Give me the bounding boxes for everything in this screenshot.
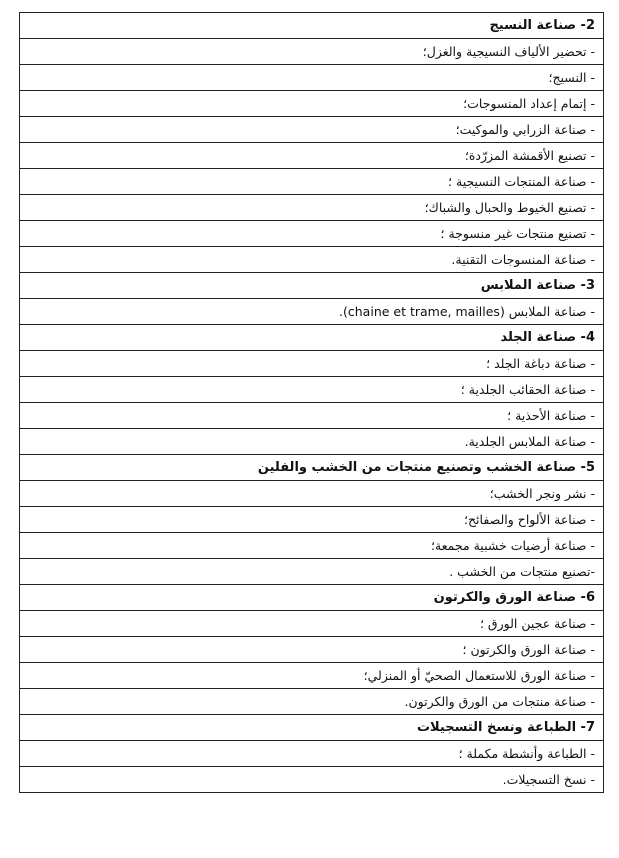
section-heading: 2- صناعة النسيج [20, 13, 603, 39]
list-item: - صناعة الأحذية ؛ [20, 403, 603, 429]
list-item: - الطباعة وأنشطة مكملة ؛ [20, 741, 603, 767]
list-item: - تصنيع منتجات غير منسوجة ؛ [20, 221, 603, 247]
list-item: -تصنيع منتجات من الخشب . [20, 559, 603, 585]
list-item: - صناعة الملابس الجلدية. [20, 429, 603, 455]
section-heading: 4- صناعة الجلد [20, 325, 603, 351]
list-item: - إتمام إعداد المنسوجات؛ [20, 91, 603, 117]
list-item: - صناعة الحقائب الجلدية ؛ [20, 377, 603, 403]
list-item: - نشر ونجر الخشب؛ [20, 481, 603, 507]
section-heading: 7- الطباعة ونسخ التسجيلات [20, 715, 603, 741]
list-item: - تصنيع الأقمشة المزرّدة؛ [20, 143, 603, 169]
section-heading: 6- صناعة الورق والكرتون [20, 585, 603, 611]
list-item: - تصنيع الخيوط والحبال والشباك؛ [20, 195, 603, 221]
list-item: - تحضير الألياف النسيجية والغزل؛ [20, 39, 603, 65]
list-item: - صناعة الورق للاستعمال الصحيّ أو المنزلي؛ [20, 663, 603, 689]
list-item: - صناعة دباغة الجلد ؛ [20, 351, 603, 377]
list-item: - صناعة الورق والكرتون ؛ [20, 637, 603, 663]
list-item: - صناعة الزرابي والموكيت؛ [20, 117, 603, 143]
list-item: - صناعة أرضيات خشبية مجمعة؛ [20, 533, 603, 559]
section-heading: 5- صناعة الخشب وتصنيع منتجات من الخشب والفلين [20, 455, 603, 481]
list-item: - نسخ التسجيلات. [20, 767, 603, 793]
list-item: - صناعة المنتجات النسيجية ؛ [20, 169, 603, 195]
list-item: - صناعة عجين الورق ؛ [20, 611, 603, 637]
list-item: - صناعة الملابس (chaine et trame, mailles). [20, 299, 603, 325]
section-heading: 3- صناعة الملابس [20, 273, 603, 299]
activity-table [19, 12, 604, 793]
list-item: - صناعة منتجات من الورق والكرتون. [20, 689, 603, 715]
list-item: - النسيج؛ [20, 65, 603, 91]
list-item: - صناعة المنسوجات التقنية. [20, 247, 603, 273]
list-item: - صناعة الألواح والصفائح؛ [20, 507, 603, 533]
